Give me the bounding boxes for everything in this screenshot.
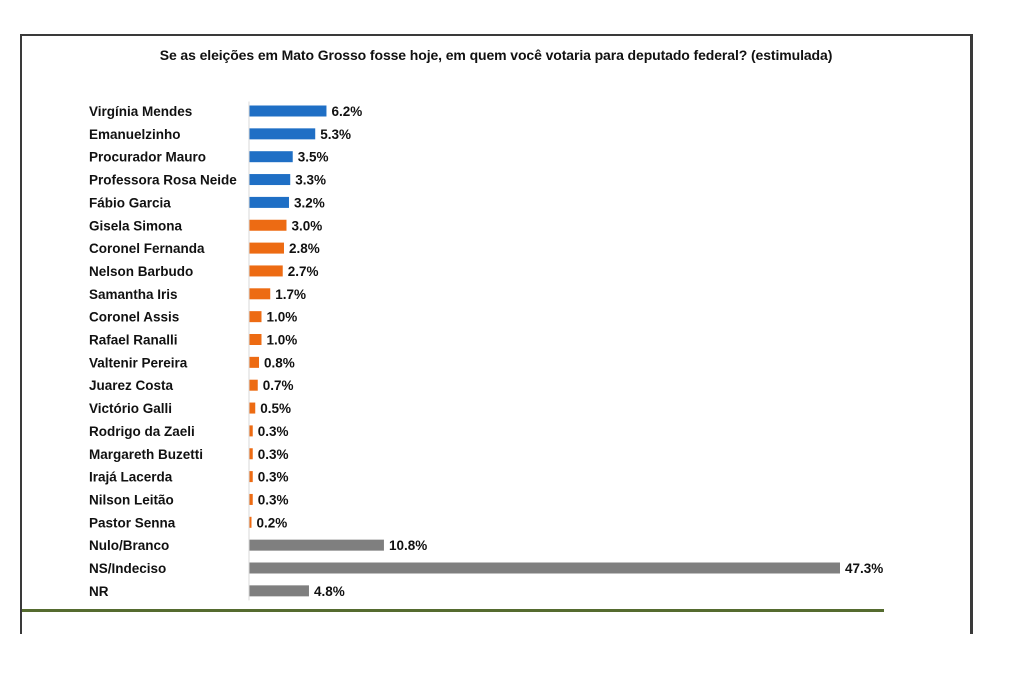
data-label: 0.3% [257, 446, 289, 462]
category-label: Coronel Fernanda [89, 241, 205, 257]
data-label: 3.0% [291, 218, 323, 234]
data-label: 1.7% [275, 286, 307, 302]
data-label: 0.3% [257, 492, 289, 508]
bar [249, 174, 290, 185]
data-label: 0.7% [262, 378, 294, 394]
bar [249, 288, 270, 299]
category-label: Rafael Ranalli [89, 332, 178, 348]
data-label: 5.3% [320, 126, 352, 142]
category-label: Coronel Assis [89, 309, 180, 325]
category-label: Virgínia Mendes [89, 104, 193, 119]
data-label: 0.3% [257, 423, 289, 439]
bar [249, 128, 315, 139]
category-label: Valtenir Pereira [89, 355, 188, 371]
data-label: 1.0% [266, 332, 298, 348]
category-label: NS/Indeciso [89, 561, 167, 576]
data-label: 3.2% [293, 195, 325, 211]
bar [249, 106, 326, 117]
category-label: Victório Galli [89, 401, 173, 417]
category-label: Fábio Garcia [89, 195, 171, 211]
category-label: Emanuelzinho [89, 126, 181, 142]
bar [249, 563, 840, 574]
category-label: Nilson Leitão [89, 492, 174, 508]
data-label: 0.3% [257, 469, 289, 485]
bar [249, 540, 384, 551]
data-label: 4.8% [313, 583, 345, 599]
data-label: 1.0% [266, 309, 298, 325]
category-label: Gisela Simona [89, 218, 183, 234]
category-label: Professora Rosa Neide [89, 172, 237, 188]
data-label: 3.5% [297, 149, 329, 165]
bar [249, 471, 253, 482]
bar [249, 380, 258, 391]
bar [249, 243, 284, 254]
category-label: Samantha Iris [89, 286, 178, 302]
bar [249, 585, 309, 596]
data-label: 2.7% [287, 263, 319, 279]
data-label: 10.8% [388, 538, 428, 554]
bar [249, 151, 293, 162]
bar [249, 220, 286, 231]
category-label: Rodrigo da Zaeli [89, 423, 195, 439]
category-label: Nelson Barbudo [89, 263, 194, 279]
category-label: Irajá Lacerda [89, 469, 173, 485]
bar [249, 494, 253, 505]
bar [249, 197, 289, 208]
data-label: 2.8% [288, 241, 320, 257]
data-label: 6.2% [331, 104, 363, 119]
data-label: 0.2% [256, 515, 288, 531]
data-label: 0.5% [260, 401, 292, 417]
category-label: Procurador Mauro [89, 149, 207, 165]
chart-title: Se as eleições em Mato Grosso fosse hoje, em quem você votaria para deputado federal? (estimulada) [159, 47, 833, 63]
bottom-rule [22, 609, 884, 612]
bar [249, 448, 253, 459]
category-label: Nulo/Branco [89, 538, 170, 554]
bar [249, 425, 253, 436]
category-label: Pastor Senna [89, 515, 176, 531]
bar [249, 311, 261, 322]
category-label: Margareth Buzetti [89, 446, 204, 462]
bar [249, 403, 255, 414]
bar [249, 334, 261, 345]
data-label: 47.3% [845, 561, 884, 576]
bar [249, 265, 283, 276]
category-label: NR [89, 583, 109, 599]
category-label: Juarez Costa [89, 378, 174, 394]
data-label: 0.8% [263, 355, 295, 371]
data-label: 3.3% [295, 172, 327, 188]
bar [249, 357, 259, 368]
